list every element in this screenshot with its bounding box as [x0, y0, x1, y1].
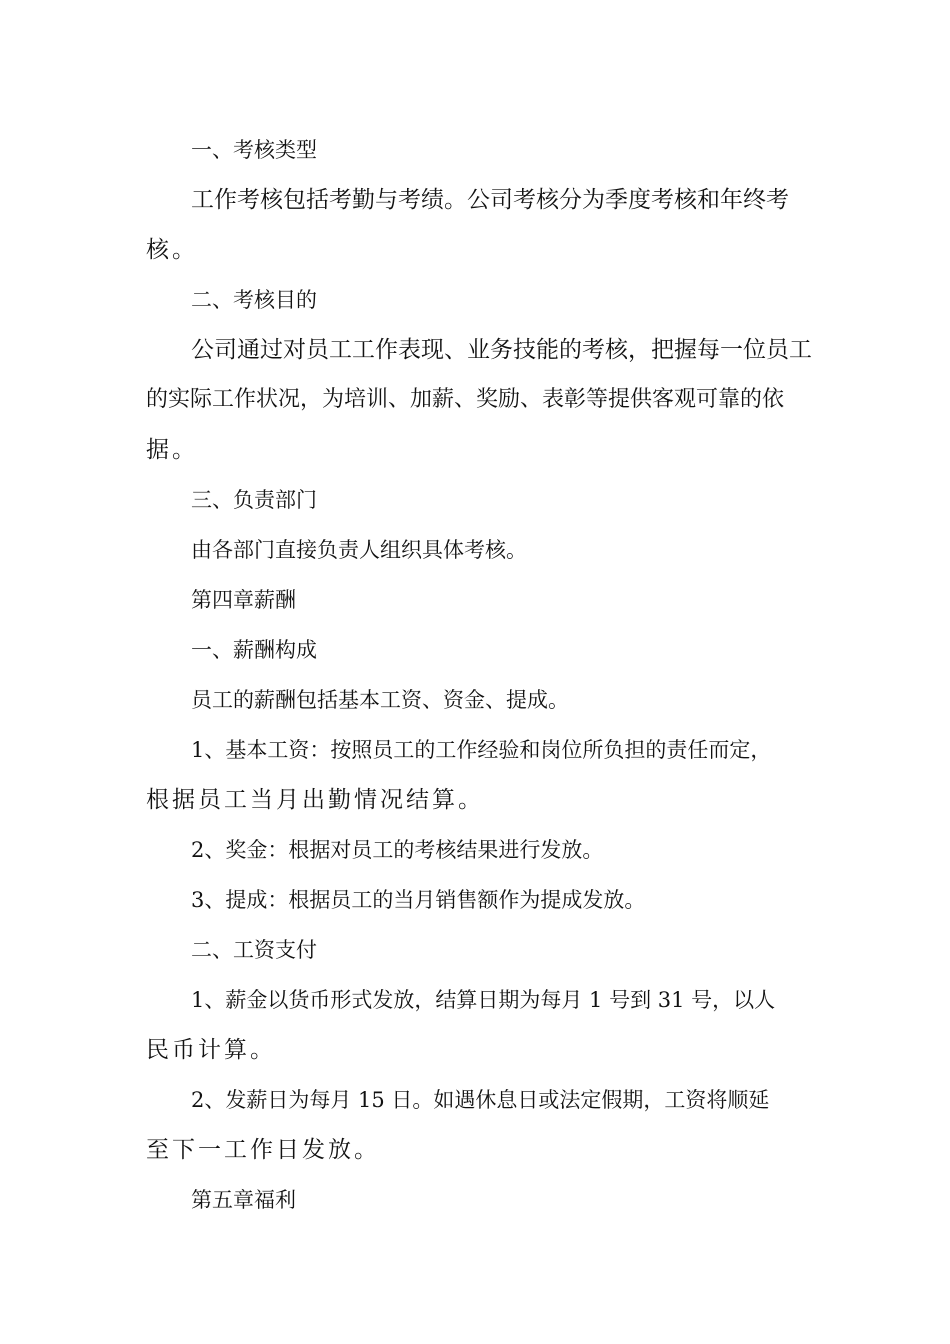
paragraph-line: 工作考核包括考勤与考绩。公司考核分为季度考核和年终考 — [191, 187, 789, 213]
paragraph-line: 2、发薪日为每月 15 日。如遇休息日或法定假期，工资将顺延 — [191, 1088, 770, 1112]
section-heading: 一、薪酬构成 — [191, 638, 317, 662]
paragraph-line: 3、提成：根据员工的当月销售额作为提成发放。 — [191, 888, 646, 912]
paragraph-line: 根据员工当月出勤情况结算。 — [146, 787, 484, 813]
chapter-heading: 第五章福利 — [191, 1188, 296, 1212]
paragraph-line: 据。 — [146, 437, 198, 463]
section-heading: 三、负责部门 — [191, 488, 317, 512]
paragraph-line: 1、薪金以货币形式发放，结算日期为每月 1 号到 31 号，以人 — [191, 988, 776, 1012]
paragraph-line: 由各部门直接负责人组织具体考核。 — [191, 538, 527, 562]
paragraph-line: 公司通过对员工工作表现、业务技能的考核，把握每一位员工 — [191, 337, 812, 363]
paragraph-line: 民币计算。 — [146, 1037, 276, 1063]
section-heading: 二、工资支付 — [191, 938, 317, 962]
section-heading: 一、考核类型 — [191, 138, 317, 162]
paragraph-line: 员工的薪酬包括基本工资、资金、提成。 — [191, 688, 569, 712]
paragraph-line: 核。 — [146, 237, 198, 263]
paragraph-line: 1、基本工资：按照员工的工作经验和岗位所负担的责任而定， — [191, 738, 772, 762]
chapter-heading: 第四章薪酬 — [191, 588, 296, 612]
paragraph-line: 的实际工作状况，为培训、加薪、奖励、表彰等提供客观可靠的依 — [146, 387, 785, 412]
paragraph-line: 至下一工作日发放。 — [146, 1137, 380, 1163]
section-heading: 二、考核目的 — [191, 288, 317, 312]
paragraph-line: 2、奖金：根据对员工的考核结果进行发放。 — [191, 838, 604, 862]
